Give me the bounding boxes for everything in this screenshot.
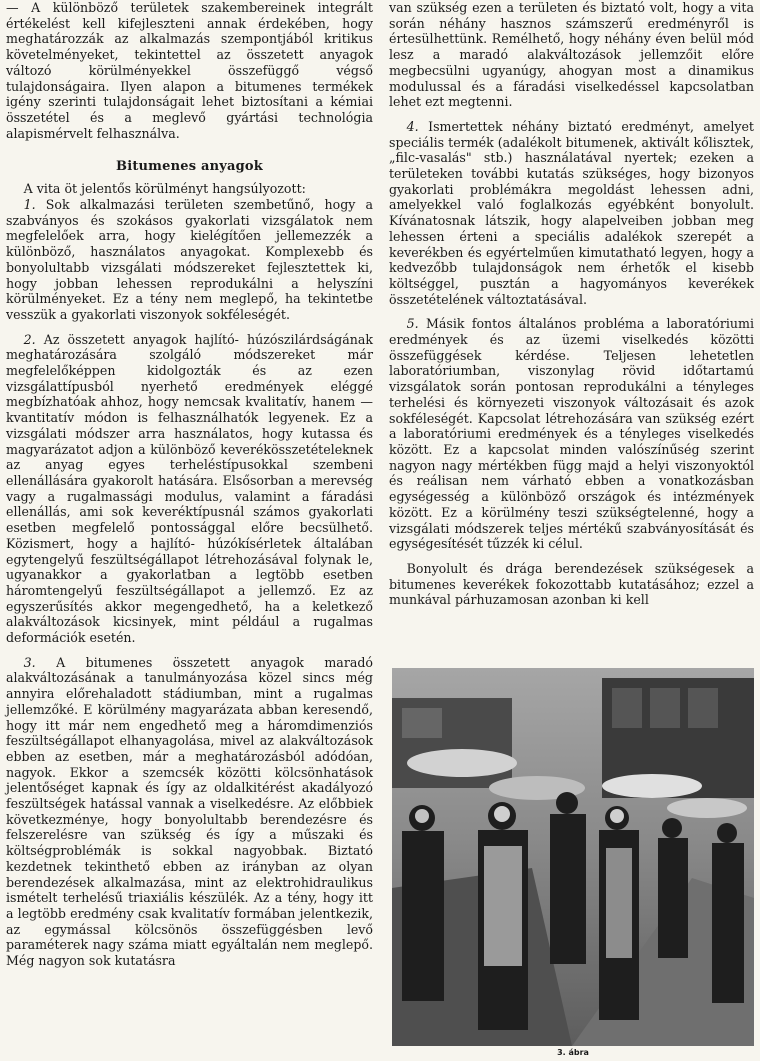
item-3-text: A bitumenes összetett anyagok maradó alakváltozásának a tanulmányozása közel sincs még annyira előrehaladott stádiumban, mint a rugalmas jellemzőké. E körülmény magyarázata abban keresendő, hogy itt már nem engedhető meg a háromdimenziós feszültségállapot elhanyagolása, mivel az alakváltozások ebben az esetben, már a meghatározásból adódóan, nagyok. Ekkor a szemcsék közötti kölcsönhatások jelentőséget kapnak és így az oldalkitérést akadályozó feszültségek hatással vannak a viselkedésre. Az előbbiek következménye, hogy bonyolultabb berendezésre és felszerelésre van szükség és így a műszaki és költségproblémák is sokkal nagyobbak. Biztató kezdetnek tekinthető ebben az irányban az olyan berendezések alkalmazása, mint az elektrohidraulikus ismételt terhelésű triaxiális készülék. Az a tény, hogy itt a legtöbb eredmény csak kvalitatív formában jelentkezik, az egymással kölcsönös összefüggésben levő paraméterek nagy száma miatt egyáltalán nem meglepő. Még nagyon sok kutatásra [6, 654, 373, 969]
left-column [6, 0, 373, 969]
intro-paragraph: — A különböző területek szakembereinek integrált értékelést kell kifejleszteni annak érdekében, hogy meghatározzák az alkalmazás szempontjából kritikus követelményeket, tekintettel az összetett anyagok változó körülményekkel összefüggő végső tulajdonságaira. Ilyen alapon a bitumenes termékek igény szerinti tulajdonságait lehet biztosítani a kémiai összetétel és a meglevő gyártási technológia alapismérvelt felhasználva. [6, 0, 373, 141]
figure-photo [392, 668, 754, 1046]
lead-sentence: A vita öt jelentős körülményt hangsúlyozott: [23, 181, 306, 197]
section-heading: Bitumenes anyagok [116, 159, 263, 175]
item-3-paragraph [6, 655, 373, 969]
right-column [389, 0, 754, 608]
item-3-number: 3. [23, 654, 36, 670]
item-5-paragraph [389, 316, 754, 552]
item-4-paragraph [389, 119, 754, 307]
photo-illustration [392, 668, 754, 1046]
continuation-paragraph: van szükség ezen a területen és biztató volt, hogy a vita során néhány hasznos számszerű eredményről is értesülhettünk. Remélhető, hogy néhány éven belül mód lesz a maradó alakváltozások jellemzőit előre megbecsülni ugyanúgy, ahogyan most a dinamikus modulussal és a fáradási viselkedéssel kapcsolatban lehet ezt megtenni. [389, 0, 754, 110]
closing-paragraph: Bonyolult és drága berendezések szükségesek a bitumenes keverékek fokozottabb kutatásához; ezzel a munkával párhuzamosan azonban ki kell [389, 560, 754, 608]
item-2-paragraph [6, 332, 373, 646]
item-5-text: Másik fontos általános probléma a laboratóriumi eredmények és az üzemi viselkedés közötti összefüggések kérdése. Teljesen lehetetlen laboratóriumban, viszonylag rövid időtartamú vizsgálatok során pontosan reprodukálni a tényleges terhelési és környezeti viszonyok változásait és azok sokféleségét. Kapcsolat létrehozására van szükség ezért a laboratóriumi eredmények és a tényleges viselkedés között. Ez a kapcsolat minden valószínűség szerint nagyon nagy mértékben függ majd a helyi viszonyoktól és reálisan nem várható ebben a vonatkozásban egységesség a különböző országok és intézmények között. Ez a körülmény teszi szükségtelenné, hogy a vizsgálati módszerek teljes mértékű szabványosítását és egységesítését tűzzék ki célul. [389, 316, 754, 552]
item-5-number: 5. [406, 316, 419, 332]
item-2-number: 2. [23, 331, 36, 347]
figure-caption: 3. ábra [557, 1048, 589, 1057]
item-1-number: 1. [23, 197, 36, 213]
item-4-text: Ismertettek néhány biztató eredményt, amelyet speciális termék (adalékolt bitumenek, aktivált kőlisztek, „filc-vasalás" stb.) használatával nyertek; ezeken a területeken további kutatás szükséges, hogy bizonyos gyakorlati problémákra megoldást lehessen adni, amelyekkel való foglalkozás egyébként bonyolult. Kívánatosnak látszik, hogy alapelveiben jobban meg lehessen érteni a speciális adalékok szerepét a keverékben és egyértelműen kimutatható legyen, hogy a kedvezőbb tulajdonságok nem érhetők el kisebb költséggel, pusztán a hagyományos keverékek összetételének változtatásával. [389, 118, 754, 307]
item-1-text: Sok alkalmazási területen szembetűnő, hogy a szabványos és szokásos gyakorlati vizsgálatok nem megfelelőek arra, hogy kielégítően jellemezzék a különböző, használatos anyagokat. Komplexebb és bonyolultabb vizsgálati módszereket fejlesztettek ki, hogy jobban lehessen reprodukálni a helyszíni körülményeket. Ez a tény nem meglepő, ha tekintetbe vesszük a gyakorlati viszonyok sokféleségét. [6, 197, 373, 322]
item-2-text: Az összetett anyagok hajlító- húzószilárdságának meghatározására szolgáló módszereket már megfelelőképpen kidolgozták és az ezen vizsgálattípusból nyerhető eredmények eléggé megbízhatóak ahhoz, hogy nemcsak kvalitatív, hanem — kvantitatív módon is felhasználhatók legyenek. Ez a vizsgálati módszer arra használatos, hogy kutassa és magyarázatot adjon a különböző keverékösszetételeknek az anyag egyes terheléstípusokkal szembeni ellenállására gyakorolt hatására. Elsősorban a merevség vagy a rugalmassági modulus, valamint a fáradási ellenállás, ami sok keveréktípusnál számos gyakorlati esetben megfelelő pontossággal előre becsülhető. Közismert, hogy a hajlító- húzókísérletek általában egytengelyű feszültségállapot létrehozásával folynak le, ugyanakkor a gyakorlatban a legtöbb esetben háromtengelyű feszültségállapot a jellemző. Ez az egyszerűsítés akkor megengedhető, ha a keletkező alakváltozások kicsinyek, mint például a rugalmas deformációk esetén. [6, 331, 373, 646]
item-4-number: 4. [406, 118, 419, 134]
item-1-paragraph [6, 197, 373, 323]
